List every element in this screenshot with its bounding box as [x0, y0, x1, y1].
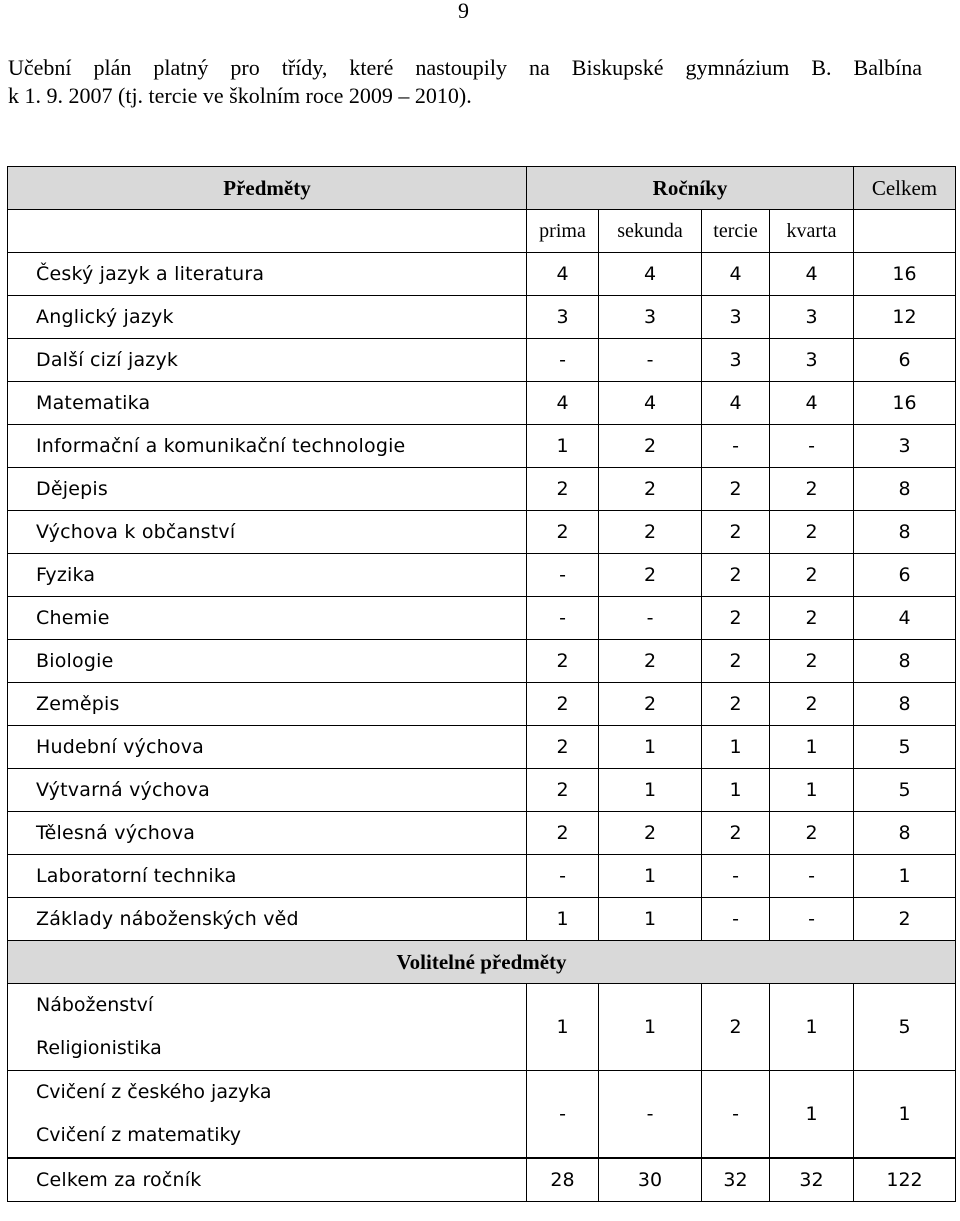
row-total: 3 [854, 425, 956, 468]
intro-paragraph [8, 54, 922, 110]
hours-cell: 2 [770, 554, 854, 597]
table-row [8, 425, 956, 468]
hours-cell: 1 [527, 425, 599, 468]
hours-cell: 2 [599, 511, 702, 554]
hours-cell: 2 [527, 468, 599, 511]
table-row [8, 726, 956, 769]
hours-cell: 2 [599, 554, 702, 597]
subject-name: Chemie [8, 597, 527, 640]
table-row [8, 640, 956, 683]
hours-cell: 2 [702, 511, 770, 554]
grade-total-cell: 30 [599, 1158, 702, 1202]
subject-name: Dějepis [8, 468, 527, 511]
hours-cell: - [702, 425, 770, 468]
grade-prima: prima [527, 210, 599, 253]
intro-word: které [349, 55, 394, 80]
header-grades: Ročníky [527, 167, 854, 210]
row-total: 2 [854, 898, 956, 941]
subject-name: Biologie [8, 640, 527, 683]
hours-cell: 4 [770, 253, 854, 296]
elective-subject-name: Cvičení z českého jazyka [36, 1081, 272, 1103]
subject-name: Hudební výchova [8, 726, 527, 769]
intro-line-1 [8, 54, 922, 82]
hours-cell: 3 [702, 339, 770, 382]
hours-cell: - [770, 898, 854, 941]
hours-cell: 1 [599, 726, 702, 769]
hours-cell: 4 [527, 253, 599, 296]
row-total: 16 [854, 382, 956, 425]
hours-cell: 1 [770, 769, 854, 812]
row-total: 16 [854, 253, 956, 296]
hours-cell: 2 [770, 511, 854, 554]
table-row [8, 253, 956, 296]
hours-cell: 3 [599, 296, 702, 339]
row-total: 1 [854, 1071, 956, 1159]
hours-cell: - [770, 425, 854, 468]
grade-kvarta: kvarta [770, 210, 854, 253]
hours-cell: - [527, 1071, 599, 1159]
hours-cell: 2 [770, 597, 854, 640]
hours-cell: 1 [599, 984, 702, 1071]
page-number: 9 [458, 0, 469, 23]
header-subjects: Předměty [8, 167, 527, 210]
hours-cell: 4 [599, 382, 702, 425]
intro-word: na [529, 55, 550, 80]
grand-total-value: 122 [854, 1158, 956, 1202]
hours-cell: 2 [770, 812, 854, 855]
hours-cell: - [702, 1071, 770, 1159]
table-row [8, 855, 956, 898]
table-row [8, 511, 956, 554]
hours-cell: 2 [527, 726, 599, 769]
hours-cell: 4 [527, 382, 599, 425]
table-row [8, 812, 956, 855]
hours-cell: 3 [527, 296, 599, 339]
hours-cell: 1 [770, 984, 854, 1071]
subject-name: Matematika [8, 382, 527, 425]
hours-cell: 3 [702, 296, 770, 339]
grade-total-cell: 28 [527, 1158, 599, 1202]
elective-subjects [8, 984, 527, 1071]
table-row [8, 339, 956, 382]
hours-cell: 2 [702, 812, 770, 855]
row-total: 8 [854, 812, 956, 855]
grand-total-label: Celkem za ročník [8, 1158, 527, 1202]
hours-cell: - [702, 855, 770, 898]
hours-cell: 1 [527, 898, 599, 941]
row-total: 8 [854, 511, 956, 554]
grand-total-row [8, 1158, 956, 1202]
subheader-blank [8, 210, 527, 253]
row-total: 8 [854, 468, 956, 511]
hours-cell: 2 [527, 769, 599, 812]
table-row [8, 296, 956, 339]
intro-word: Učební [8, 55, 72, 80]
curriculum-table [7, 166, 956, 1202]
table-row [8, 769, 956, 812]
elective-group-row [8, 1071, 956, 1159]
hours-cell: 2 [702, 683, 770, 726]
hours-cell: 2 [527, 812, 599, 855]
hours-cell: 4 [770, 382, 854, 425]
hours-cell: - [599, 597, 702, 640]
row-total: 5 [854, 984, 956, 1071]
hours-cell: 2 [702, 554, 770, 597]
intro-word: nastoupily [415, 55, 508, 80]
table-row [8, 683, 956, 726]
table-row [8, 898, 956, 941]
elective-subjects [8, 1071, 527, 1159]
intro-word: Balbína [853, 55, 922, 80]
subject-name: Tělesná výchova [8, 812, 527, 855]
subject-name: Zeměpis [8, 683, 527, 726]
hours-cell: - [527, 597, 599, 640]
subject-name: Další cizí jazyk [8, 339, 527, 382]
row-total: 4 [854, 597, 956, 640]
subject-name: Český jazyk a literatura [8, 253, 527, 296]
hours-cell: 1 [702, 769, 770, 812]
hours-cell: - [702, 898, 770, 941]
table-row [8, 468, 956, 511]
header-total: Celkem [854, 167, 956, 210]
hours-cell: 2 [599, 468, 702, 511]
hours-cell: 3 [770, 339, 854, 382]
hours-cell: - [599, 1071, 702, 1159]
elective-subject-name: Náboženství [36, 994, 154, 1016]
hours-cell: 1 [599, 855, 702, 898]
hours-cell: 2 [702, 640, 770, 683]
row-total: 1 [854, 855, 956, 898]
grade-tercie: tercie [702, 210, 770, 253]
row-total: 5 [854, 726, 956, 769]
subheader-blank-total [854, 210, 956, 253]
intro-word: Biskupské [571, 55, 664, 80]
subject-name: Informační a komunikační technologie [8, 425, 527, 468]
grade-total-cell: 32 [702, 1158, 770, 1202]
electives-header: Volitelné předměty [8, 941, 956, 984]
subject-name: Výchova k občanství [8, 511, 527, 554]
intro-word: B. [811, 55, 832, 80]
electives-header-row [8, 941, 956, 984]
hours-cell: - [527, 554, 599, 597]
hours-cell: 2 [770, 468, 854, 511]
subject-name: Anglický jazyk [8, 296, 527, 339]
hours-cell: 2 [702, 468, 770, 511]
intro-word: gymnázium [685, 55, 790, 80]
hours-cell: - [770, 855, 854, 898]
subject-name: Výtvarná výchova [8, 769, 527, 812]
hours-cell: 1 [599, 898, 702, 941]
hours-cell: 4 [702, 253, 770, 296]
hours-cell: 1 [770, 726, 854, 769]
table-row [8, 597, 956, 640]
row-total: 5 [854, 769, 956, 812]
hours-cell: 2 [770, 683, 854, 726]
hours-cell: 3 [770, 296, 854, 339]
grade-total-cell: 32 [770, 1158, 854, 1202]
hours-cell: 4 [599, 253, 702, 296]
hours-cell: - [527, 339, 599, 382]
hours-cell: 2 [599, 640, 702, 683]
row-total: 8 [854, 683, 956, 726]
hours-cell: 2 [770, 640, 854, 683]
hours-cell: 2 [527, 640, 599, 683]
row-total: 6 [854, 339, 956, 382]
row-total: 6 [854, 554, 956, 597]
hours-cell: 2 [527, 683, 599, 726]
hours-cell: 1 [599, 769, 702, 812]
subject-name: Laboratorní technika [8, 855, 527, 898]
hours-cell: 4 [702, 382, 770, 425]
row-total: 8 [854, 640, 956, 683]
hours-cell: 1 [702, 726, 770, 769]
hours-cell: 2 [599, 425, 702, 468]
hours-cell: 1 [527, 984, 599, 1071]
subheader-row [8, 210, 956, 253]
elective-subject-name: Cvičení z matematiky [36, 1124, 242, 1146]
row-total: 12 [854, 296, 956, 339]
hours-cell: 2 [527, 511, 599, 554]
hours-cell: 1 [770, 1071, 854, 1159]
elective-subject-name: Religionistika [36, 1037, 162, 1059]
subject-name: Fyzika [8, 554, 527, 597]
hours-cell: - [599, 339, 702, 382]
intro-line-2: k 1. 9. 2007 (tj. tercie ve školním roce 2009 – 2010). [8, 83, 472, 108]
header-row [8, 167, 956, 210]
subject-name: Základy náboženských věd [8, 898, 527, 941]
intro-word: platný [153, 55, 209, 80]
intro-word: třídy, [281, 55, 328, 80]
hours-cell: - [527, 855, 599, 898]
intro-word: plán [93, 55, 132, 80]
hours-cell: 2 [702, 984, 770, 1071]
hours-cell: 2 [702, 597, 770, 640]
elective-group-row [8, 984, 956, 1071]
hours-cell: 2 [599, 812, 702, 855]
hours-cell: 2 [599, 683, 702, 726]
grade-sekunda: sekunda [599, 210, 702, 253]
table-row [8, 382, 956, 425]
table-row [8, 554, 956, 597]
intro-word: pro [230, 55, 260, 80]
